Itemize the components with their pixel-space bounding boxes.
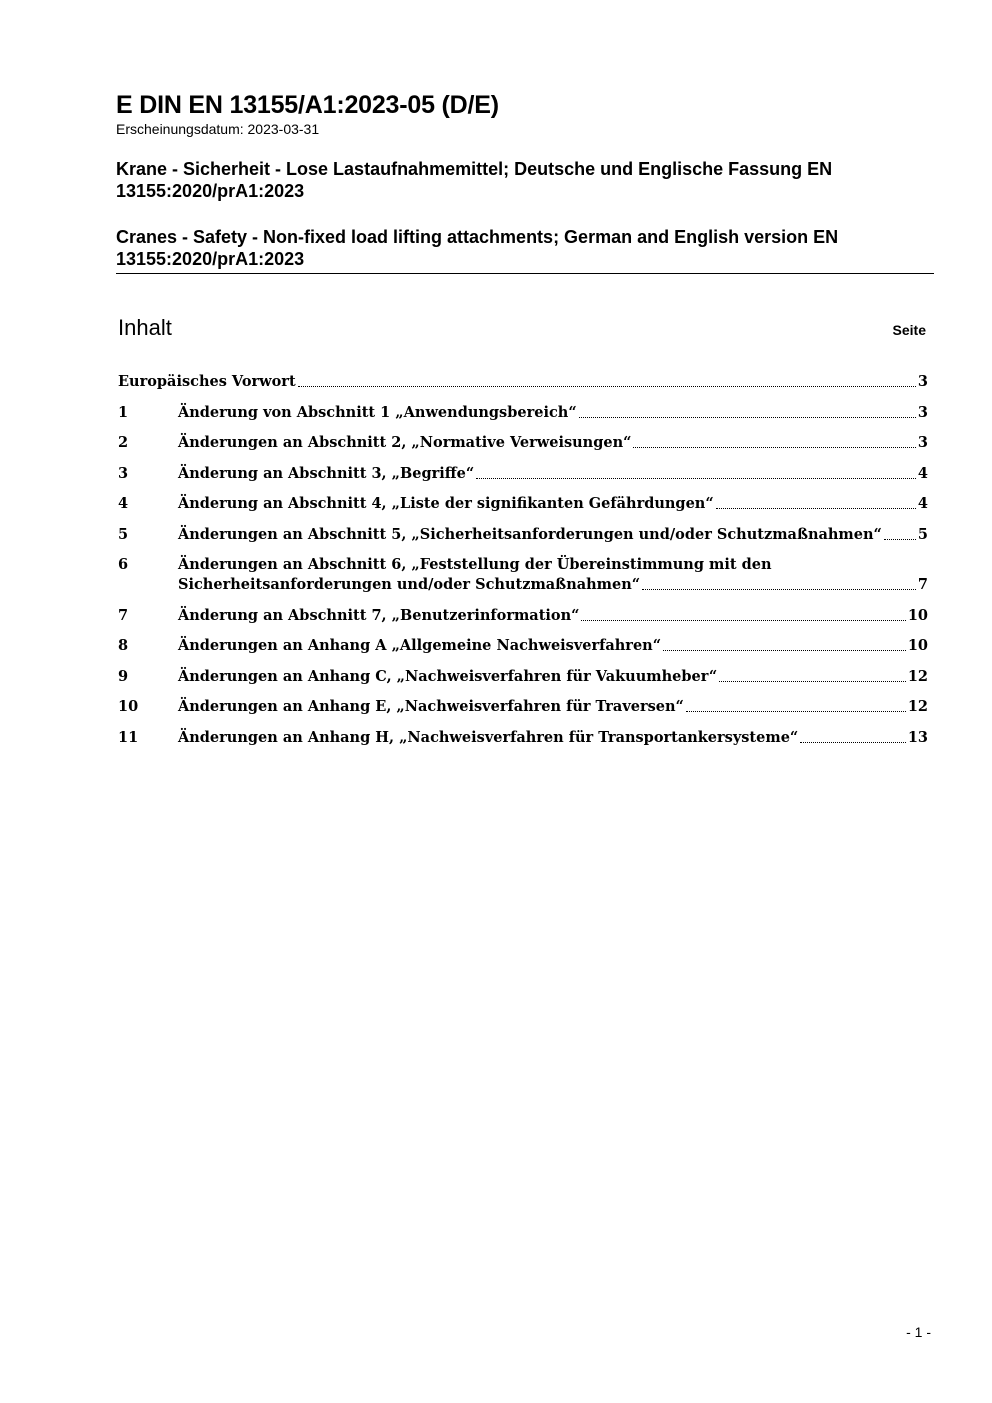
- toc-entry-page: 4: [917, 464, 928, 482]
- toc-entry-4[interactable]: [118, 494, 928, 514]
- toc-entry-number: 11: [118, 728, 139, 746]
- toc-title: Inhalt: [118, 315, 172, 340]
- toc-entry-3[interactable]: [118, 464, 928, 484]
- title-english: Cranes - Safety - Non-fixed load lifting attachments; German and English version EN 13155:2020/prA1:2023: [116, 227, 839, 269]
- toc-entry-text: [178, 636, 928, 656]
- toc-entry-number: 9: [118, 667, 129, 685]
- toc-entry-label: Änderungen an Anhang E, „Nachweisverfahren für Traversen“: [178, 698, 684, 715]
- toc-entry-number: 3: [118, 464, 129, 482]
- toc-leader-dots: [633, 447, 915, 448]
- header-divider: [116, 273, 934, 274]
- toc-entry-foreword[interactable]: [118, 372, 928, 392]
- toc-entry-number: 7: [118, 606, 129, 624]
- toc-entry-page: 12: [907, 698, 928, 715]
- toc-entry-text: [178, 464, 928, 484]
- toc-entry-label: Änderungen an Anhang C, „Nachweisverfahren für Vakuumheber“: [178, 667, 718, 685]
- page-number: - 1 -: [906, 1324, 931, 1340]
- toc-leader-dots: [476, 478, 916, 479]
- toc-entry-page: 10: [907, 637, 928, 654]
- document-header: [116, 90, 934, 270]
- toc-entry-5[interactable]: [118, 525, 928, 545]
- toc-entry-1[interactable]: [118, 403, 928, 423]
- toc-entry-number: 1: [118, 403, 129, 421]
- toc-heading-row: [118, 314, 926, 342]
- toc-leader-dots: [719, 681, 906, 682]
- toc-leader-dots: [298, 386, 916, 387]
- toc-entry-10[interactable]: [118, 697, 928, 717]
- toc-entry-number: 2: [118, 434, 129, 451]
- toc-entry-number: 4: [118, 495, 129, 512]
- toc-leader-dots: [581, 620, 905, 621]
- toc-entry-label: Änderungen an Anhang H, „Nachweisverfahren für Transportankersysteme“: [178, 728, 799, 746]
- toc-entry-text: [178, 697, 928, 717]
- toc-entry-number: 5: [118, 525, 129, 543]
- toc-entry-page: 12: [907, 667, 928, 685]
- toc-leader-dots: [716, 508, 916, 509]
- toc-entry-label: Änderung von Abschnitt 1 „Anwendungsbereich“: [178, 403, 577, 421]
- toc-entry-page: 3: [917, 434, 928, 451]
- toc-entry-label: Europäisches Vorwort: [118, 373, 296, 390]
- toc-entry-2[interactable]: [118, 433, 928, 453]
- toc-entry-number: 10: [118, 698, 139, 715]
- toc-entry-text-line2: [178, 575, 928, 595]
- toc-entry-page: 4: [917, 495, 928, 512]
- toc-entry-number: 8: [118, 637, 129, 654]
- toc-entry-text: [178, 403, 928, 423]
- toc-entry-label: Änderungen an Anhang A „Allgemeine Nachweisverfahren“: [178, 637, 662, 654]
- toc-entry-page: 3: [917, 373, 928, 390]
- toc-leader-dots: [686, 711, 906, 712]
- toc-entry-label-line2: Sicherheitsanforderungen und/oder Schutzmaßnahmen“: [178, 576, 641, 593]
- toc-entry-6[interactable]: [118, 555, 928, 595]
- toc-entry-text: [178, 606, 928, 626]
- toc-entry-number: 6: [118, 556, 129, 573]
- toc-entry-page: 13: [907, 728, 928, 746]
- toc-entry-page: 5: [917, 525, 928, 543]
- table-of-contents: [118, 372, 928, 758]
- toc-entry-text: [178, 555, 928, 595]
- toc-entry-label: Änderung an Abschnitt 7, „Benutzerinformation“: [178, 606, 580, 624]
- toc-page-column-label: Seite: [892, 322, 926, 338]
- toc-leader-dots: [642, 589, 916, 590]
- toc-entry-text: [118, 372, 928, 392]
- toc-entry-8[interactable]: [118, 636, 928, 656]
- toc-entry-page: 3: [917, 403, 928, 421]
- toc-entry-label: Änderungen an Abschnitt 2, „Normative Verweisungen“: [178, 434, 632, 451]
- toc-leader-dots: [884, 539, 916, 540]
- toc-entry-text: [178, 494, 928, 514]
- toc-entry-text: [178, 433, 928, 453]
- toc-entry-text: [178, 525, 928, 545]
- toc-entry-11[interactable]: [118, 728, 928, 748]
- toc-leader-dots: [663, 650, 906, 651]
- toc-entry-7[interactable]: [118, 606, 928, 626]
- title-german: Krane - Sicherheit - Lose Lastaufnahmemittel; Deutsche und Englische Fassung EN 13155:2020/prA1:2023: [116, 159, 833, 201]
- toc-entry-text: [178, 728, 928, 748]
- toc-entry-page: 10: [907, 606, 928, 624]
- toc-entry-text: [178, 667, 928, 687]
- toc-entry-label: Änderungen an Abschnitt 5, „Sicherheitsanforderungen und/oder Schutzmaßnahmen“: [178, 525, 882, 543]
- toc-entry-9[interactable]: [118, 667, 928, 687]
- toc-leader-dots: [800, 742, 906, 743]
- toc-entry-page: 7: [917, 576, 928, 593]
- toc-entry-label-line1: Änderungen an Abschnitt 6, „Feststellung der Übereinstimmung mit den: [178, 556, 772, 573]
- publication-date: Erscheinungsdatum: 2023-03-31: [116, 121, 320, 137]
- document-id: E DIN EN 13155/A1:2023-05 (D/E): [116, 91, 499, 119]
- toc-entry-label: Änderung an Abschnitt 4, „Liste der signifikanten Gefährdungen“: [178, 495, 714, 512]
- toc-entry-label: Änderung an Abschnitt 3, „Begriffe“: [178, 464, 475, 482]
- toc-leader-dots: [579, 417, 916, 418]
